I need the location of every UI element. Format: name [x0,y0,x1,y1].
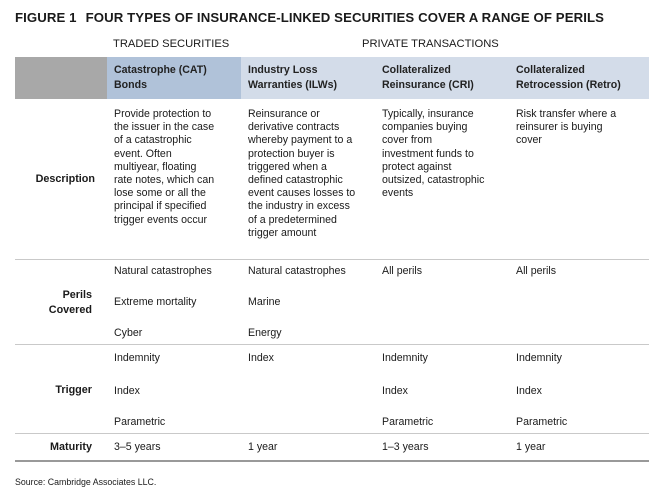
figure-title-text: FOUR TYPES OF INSURANCE-LINKED SECURITIES COVER A RANGE OF PERILS [85,10,605,25]
trigger-retro-item: Index [516,385,542,397]
perils-cat-bonds-item: Cyber [114,327,143,339]
row-label-perils-line2: Covered [48,304,92,316]
header-corner-cell [15,57,107,99]
group-header-traded: TRADED SECURITIES [113,38,230,50]
column-header-label: Industry Loss Warranties (ILWs) [248,64,338,91]
maturity-retro: 1 year [516,441,546,453]
trigger-retro-item: Parametric [516,416,568,428]
row-label-maturity: Maturity [50,441,92,453]
column-header-label: Collateralized Retrocession (Retro) [516,64,621,91]
row-label-perils-line1: Perils [62,289,92,301]
source-note: Source: Cambridge Associates LLC. [15,477,157,487]
row-label-trigger: Trigger [55,384,92,396]
figure-label: FIGURE 1 [15,10,77,25]
perils-cri-item: All perils [382,265,423,277]
column-header-cat-bonds [107,57,241,99]
description-cell-retro: Risk transfer where a reinsurer is buying cover [516,108,617,147]
perils-cat-bonds-item: Natural catastrophes [114,265,212,277]
column-header-label: Collateralized Reinsurance (CRI) [382,64,474,91]
trigger-cri-item: Parametric [382,416,434,428]
figure-title [15,10,604,25]
trigger-cat-bonds-item: Indemnity [114,352,160,364]
perils-ilws-item: Natural catastrophes [248,265,346,277]
trigger-cat-bonds-item: Parametric [114,416,166,428]
maturity-cri: 1–3 years [382,441,429,453]
trigger-cri-item: Indemnity [382,352,428,364]
row-divider [15,344,649,345]
perils-ilws-item: Energy [248,327,282,339]
perils-retro-item: All perils [516,265,557,277]
column-header-cri [375,57,509,99]
row-label-perils-covered [12,288,92,318]
trigger-cri-item: Index [382,385,408,397]
row-label-description: Description [35,173,95,185]
perils-ilws-item: Marine [248,296,281,308]
description-cell-cat-bonds: Provide protection to the issuer in the case of a catastrophic event. Often multiyear, floating rate notes, which can lose some or all the principal if specified trigger events occur [114,108,215,226]
maturity-cat-bonds: 3–5 years [114,441,161,453]
description-cell-ilws: Reinsurance or derivative contracts whereby payment to a protection buyer is triggered when a defined catastrophic event causes losses to the industry in excess of a predetermined trigger amount [248,108,356,239]
column-header-label: Catastrophe (CAT) Bonds [114,64,207,91]
column-header-retro [509,57,649,99]
group-header-private: PRIVATE TRANSACTIONS [362,38,499,50]
maturity-ilws: 1 year [248,441,278,453]
description-cell-cri: Typically, insurance companies buying cover from investment funds to protect against outsized, catastrophic events [382,108,485,200]
column-header-ilws [241,57,375,99]
row-divider [15,433,649,434]
trigger-cat-bonds-item: Index [114,385,140,397]
row-divider [15,259,649,260]
table-bottom-rule [15,460,649,462]
trigger-retro-item: Indemnity [516,352,562,364]
perils-cat-bonds-item: Extreme mortality [114,296,197,308]
trigger-ilws-item: Index [248,352,274,364]
